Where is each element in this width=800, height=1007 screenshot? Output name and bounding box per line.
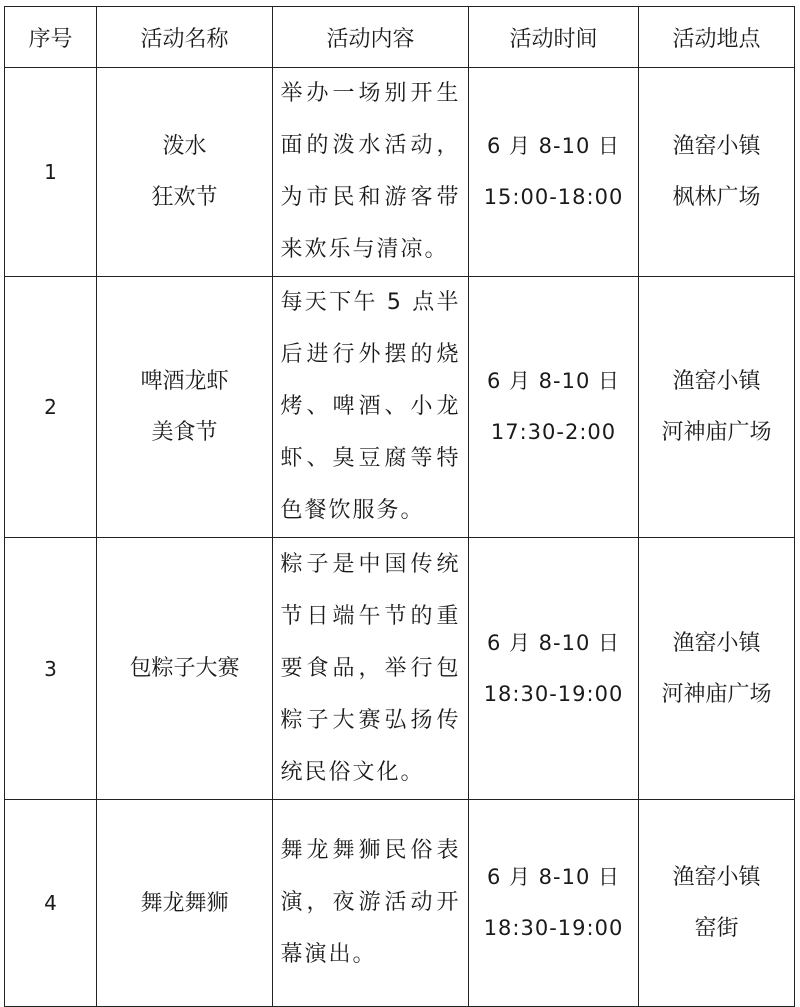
cell-time [469,277,639,538]
table-row [5,68,795,277]
cell-place [639,800,795,1007]
event-date: 6 月 8-10 日 [486,369,621,393]
cell-time [469,68,639,277]
cell-no [5,800,97,1007]
event-hours: 17:30-2:00 [490,420,617,444]
events-table [4,6,795,1007]
cell-content [273,538,469,800]
header-time: 活动时间 [469,7,639,68]
event-hours: 15:00-18:00 [483,185,624,209]
event-content: 每天下午 5 点半后进行外摆的烧烤、啤酒、小龙虾、臭豆腐等特色餐饮服务。 [280,290,461,523]
row-number: 2 [44,395,57,419]
header-place: 活动地点 [639,7,795,68]
header-row [5,7,795,68]
event-name-line: 狂欢节 [151,185,218,210]
event-name-line: 包粽子大赛 [129,656,240,681]
cell-no [5,68,97,277]
header-no: 序号 [5,7,97,68]
cell-content [273,277,469,538]
event-hours: 18:30-19:00 [483,916,624,940]
cell-place [639,68,795,277]
event-place-line: 枫林广场 [672,185,761,210]
event-name-line: 啤酒龙虾 [140,369,229,394]
event-date: 6 月 8-10 日 [486,134,621,158]
event-date: 6 月 8-10 日 [486,630,621,655]
event-place-line: 河神庙广场 [661,420,772,445]
cell-time [469,538,639,800]
event-content: 粽子是中国传统节日端午节的重要食品，举行包粽子大赛弘扬传统民俗文化。 [280,551,461,785]
event-place-line: 渔窑小镇 [672,134,761,159]
event-content: 举办一场别开生面的泼水活动，为市民和游客带来欢乐与清凉。 [280,81,461,262]
cell-place [639,277,795,538]
event-place-line: 渔窑小镇 [672,630,761,656]
event-name-line: 美食节 [151,420,218,445]
event-hours: 18:30-19:00 [483,681,624,706]
table-row [5,277,795,538]
event-place-line: 渔窑小镇 [672,865,761,890]
header-name: 活动名称 [97,7,273,68]
event-place-line: 河神庙广场 [661,681,772,707]
cell-content [273,68,469,277]
cell-name [97,538,273,800]
event-place-line: 窑街 [694,916,739,941]
cell-place [639,538,795,800]
cell-no [5,538,97,800]
row-number: 3 [44,656,57,681]
event-place-line: 渔窑小镇 [672,369,761,394]
event-name-line: 泼水 [162,134,207,159]
event-content: 舞龙舞狮民俗表演，夜游活动开幕演出。 [280,838,461,967]
table-row [5,800,795,1007]
table-row [5,538,795,800]
cell-content [273,800,469,1007]
header-content: 活动内容 [273,7,469,68]
event-date: 6 月 8-10 日 [486,865,621,889]
row-number: 4 [44,891,57,915]
cell-time [469,800,639,1007]
cell-name [97,68,273,277]
event-name-line: 舞龙舞狮 [140,890,229,916]
cell-name [97,277,273,538]
cell-name [97,800,273,1007]
row-number: 1 [44,160,57,184]
cell-no [5,277,97,538]
